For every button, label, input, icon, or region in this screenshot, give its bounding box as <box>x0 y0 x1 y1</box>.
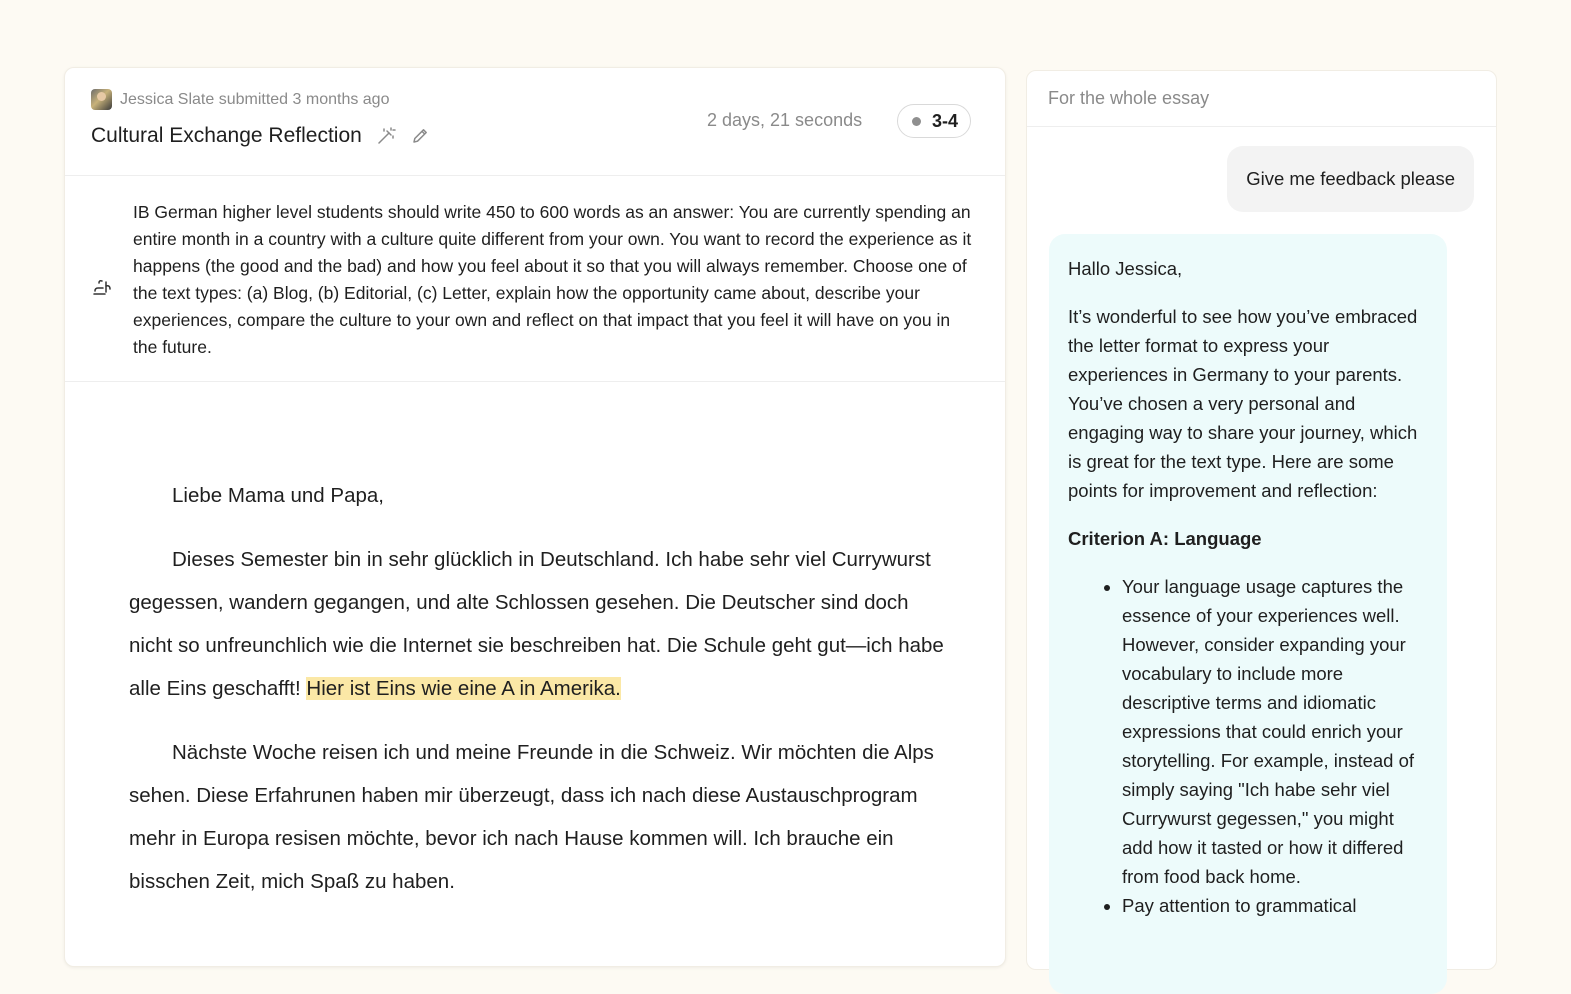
magic-wand-icon[interactable] <box>376 126 396 146</box>
feedback-scope[interactable]: For the whole essay <box>1027 71 1496 127</box>
feedback-panel <box>1026 70 1497 970</box>
grade-badge[interactable] <box>897 104 971 138</box>
feedback-list <box>1068 572 1429 920</box>
essay-card <box>64 67 1006 967</box>
criterion-title: Criterion A: Language <box>1068 528 1262 549</box>
prompt-section <box>65 176 1005 382</box>
essay-title-row <box>91 124 430 148</box>
list-item: • Your language usage captures the essence of your experiences well. However, consider expanding your vocabulary to include more descriptive terms and idiomatic expressions that could enrich your storytelling. For example, instead of simply saying "Ich habe sehr viel Currywurst gegessen," you might add how it tasted or how it differed from food back home. <box>1122 572 1429 891</box>
submitter-info <box>91 89 389 110</box>
submitter-text: Jessica Slate submitted 3 months ago <box>120 90 390 108</box>
avatar <box>91 89 112 110</box>
essay-title: Cultural Exchange Reflection <box>91 124 362 147</box>
ai-intro: It’s wonderful to see how you’ve embraced the letter format to express your experiences in Germany to your parents. You’ve chosen a very personal and engaging way to share your journey, which is great for the text type. Here are some points for improvement and reflection: <box>1068 306 1418 501</box>
prompt-text: IB German higher level students should write 450 to 600 words as an answer: You are currently spending an entire month in a country with a culture quite different from your own. You want to record the experience as it happens (the good and the bad) and how you feel about it so that you will always remember. Choose one of the text types: (a) Blog, (b) Editorial, (c) Letter, explain how the opportunity came about, describe your experiences, compare the culture to your own and reflect on that impact that you feel it will have on you in the future. <box>133 202 972 357</box>
list-item: • Pay attention to grammatical <box>1122 891 1429 920</box>
language-icon <box>91 274 115 298</box>
essay-paragraph-1-text: Dieses Semester bin in sehr glücklich in Deutschland. Ich habe sehr viel Currywurst gegessen, wandern gegangen, und alte Schlossen gesehen. Die Deutscher sind doch nicht so unfreunchlich wie die Internet sie beschreiben hat. Die Schule geht gut—ich habe alle Eins geschafft! <box>129 548 944 700</box>
essay-paragraph-2: Nächste Woche reisen ich und meine Freunde in die Schweiz. Wir möchten die Alps sehen. Diese Erfahrunen haben mir überzeugt, dass ich nach diese Austauschprogram mehr in Europa resisen möchte, bevor ich nach Hause kommen will. Ich brauche ein bisschen Zeit, mich Spaß zu haben. <box>129 741 934 893</box>
user-message: Give me feedback please <box>1227 146 1474 212</box>
essay-greeting: Liebe Mama und Papa, <box>172 484 384 507</box>
ai-greeting: Hallo Jessica, <box>1068 258 1183 279</box>
essay-paragraph-1 <box>129 538 945 710</box>
time-spent: 2 days, 21 seconds <box>707 110 863 130</box>
essay-header <box>65 68 1005 176</box>
ai-feedback-message <box>1049 234 1447 994</box>
grade-value: 3-4 <box>932 110 959 131</box>
highlighted-sentence[interactable]: Hier ist Eins wie eine A in Amerika. <box>306 677 621 700</box>
pencil-icon[interactable] <box>410 126 430 146</box>
grade-dot <box>912 117 921 126</box>
essay-body[interactable] <box>65 382 945 903</box>
